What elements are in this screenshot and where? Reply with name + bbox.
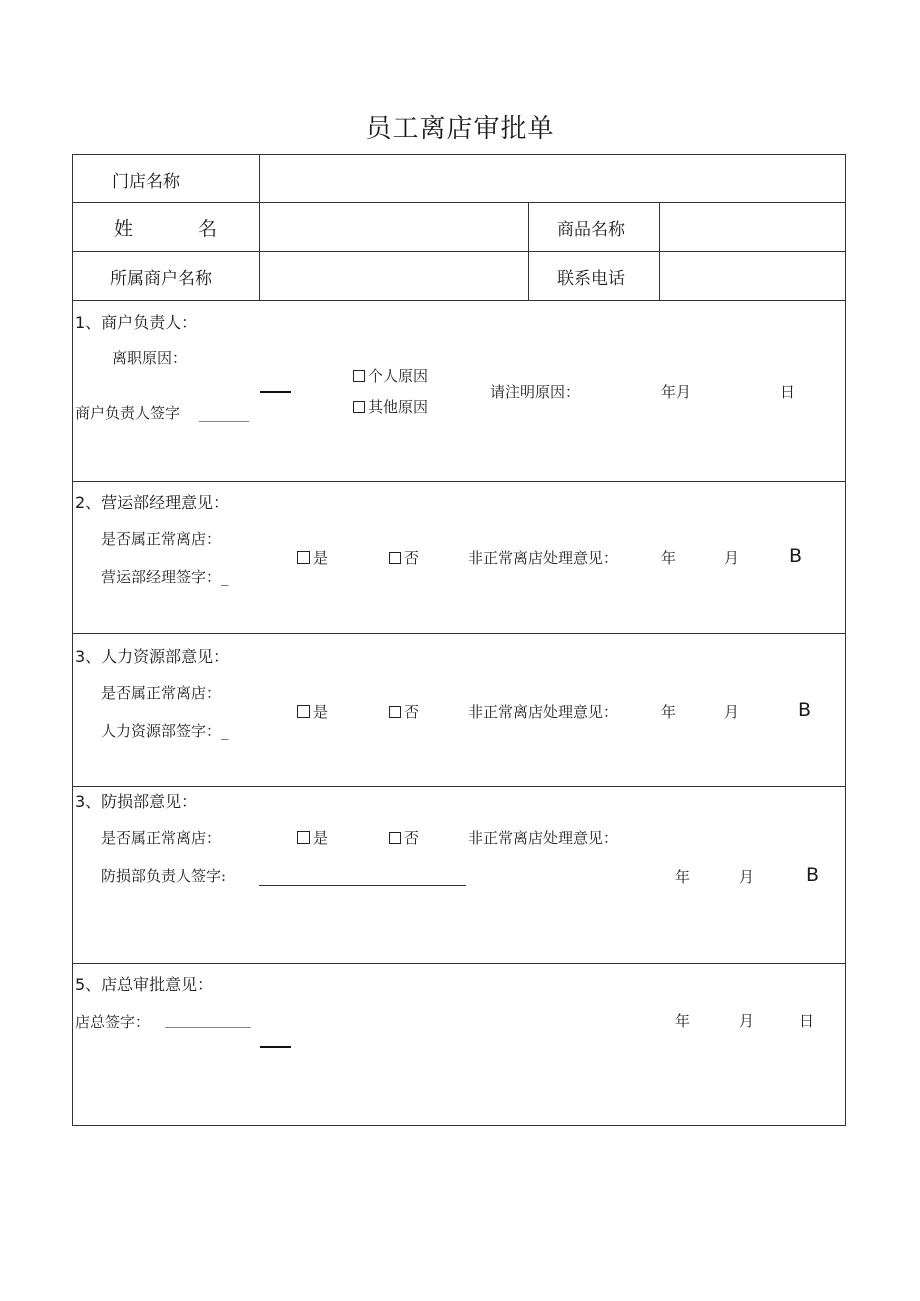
store-manager-signature-label: 店总签字： [75, 1013, 151, 1031]
no-text: 否 [404, 829, 420, 847]
section-divider [73, 633, 845, 634]
date-month: 月 [724, 703, 740, 721]
yes-text: 是 [313, 703, 329, 721]
no-text: 否 [404, 549, 420, 567]
abnormal-opinion-label: 非正常离店处理意见： [468, 703, 619, 721]
section3-heading: 3、人力资源部意见： [75, 647, 230, 666]
date-month: 月 [739, 1012, 755, 1030]
phone-field[interactable] [661, 252, 845, 298]
checkbox-icon[interactable] [389, 552, 401, 564]
section4-heading: 3、防损部意见： [75, 792, 198, 811]
checkbox-icon[interactable] [297, 705, 310, 718]
abnormal-opinion-label: 非正常离店处理意见： [468, 829, 619, 847]
other-reason-text: 其他原因 [368, 398, 429, 416]
checkbox-icon[interactable] [353, 401, 365, 413]
checkbox-icon[interactable] [389, 832, 401, 844]
personal-reason-option[interactable] [353, 365, 428, 386]
checkbox-icon[interactable] [389, 706, 401, 718]
date-year: 年 [675, 868, 691, 886]
date-year: 年 [661, 549, 677, 567]
date-year: 年 [661, 703, 677, 721]
date-day: B [806, 864, 820, 886]
leave-reason-label: 离职原因： [112, 349, 188, 367]
abnormal-opinion-label: 非正常离店处理意见： [468, 549, 619, 567]
phone-label: 联系电话 [557, 269, 625, 289]
merchant-name-field[interactable] [260, 252, 527, 298]
section-divider [73, 786, 845, 787]
loss-prevention-signature-label: 防损部负责人签字: [101, 867, 227, 885]
dash-mark [260, 1046, 291, 1048]
personal-reason-text: 个人原因 [368, 367, 429, 385]
checkbox-icon[interactable] [353, 370, 365, 382]
normal-yes-option[interactable] [297, 547, 328, 568]
yes-text: 是 [313, 549, 329, 567]
normal-leave-question: 是否属正常离店： [101, 684, 222, 702]
date-day: 日 [780, 383, 796, 401]
employee-name-field[interactable] [260, 203, 527, 249]
store-name-field[interactable] [260, 156, 845, 201]
date-year: 年 [675, 1012, 691, 1030]
form-title: 员工离店审批单 [365, 114, 555, 144]
date-month: 月 [724, 549, 740, 567]
column-divider [659, 202, 660, 300]
dash-mark [260, 391, 291, 393]
date-day: 日 [799, 1012, 815, 1030]
merchant-signature-label: 商户负责人签字 [75, 404, 181, 422]
signature-line [165, 1027, 251, 1028]
signature-line [259, 885, 466, 886]
product-name-label: 商品名称 [557, 220, 625, 240]
store-name-label: 门店名称 [112, 172, 180, 192]
section5-heading: 5、店总审批意见： [75, 975, 214, 994]
date-month: 月 [739, 868, 755, 886]
checkbox-icon[interactable] [297, 831, 310, 844]
normal-leave-question: 是否属正常离店： [101, 829, 222, 847]
name-label-first-char: 姓 [114, 218, 134, 240]
normal-yes-option[interactable] [297, 701, 328, 722]
other-reason-option[interactable] [353, 396, 428, 417]
row-divider [73, 300, 845, 301]
yes-text: 是 [313, 829, 329, 847]
section1-heading: 1、商户负责人： [75, 313, 198, 332]
reason-note-label: 请注明原因： [490, 383, 581, 401]
product-name-field[interactable] [661, 203, 845, 249]
merchant-name-label: 所属商户名称 [110, 269, 212, 289]
normal-no-option[interactable] [389, 547, 419, 568]
normal-no-option[interactable] [389, 827, 419, 848]
normal-yes-option[interactable] [297, 827, 328, 848]
hr-signature-label: 人力资源部签字：_ [101, 722, 229, 740]
column-divider [528, 202, 529, 300]
section-divider [73, 963, 845, 964]
date-year-month: 年月 [661, 383, 692, 401]
section2-heading: 2、营运部经理意见： [75, 493, 230, 512]
name-label-second-char: 名 [198, 218, 218, 240]
operations-signature-label: 营运部经理签字：_ [101, 568, 229, 586]
date-day: B [798, 699, 812, 721]
signature-line [199, 421, 249, 422]
section-divider [73, 481, 845, 482]
normal-leave-question: 是否属正常离店： [101, 530, 222, 548]
no-text: 否 [404, 703, 420, 721]
checkbox-icon[interactable] [297, 551, 310, 564]
normal-no-option[interactable] [389, 701, 419, 722]
date-day: B [789, 545, 803, 567]
